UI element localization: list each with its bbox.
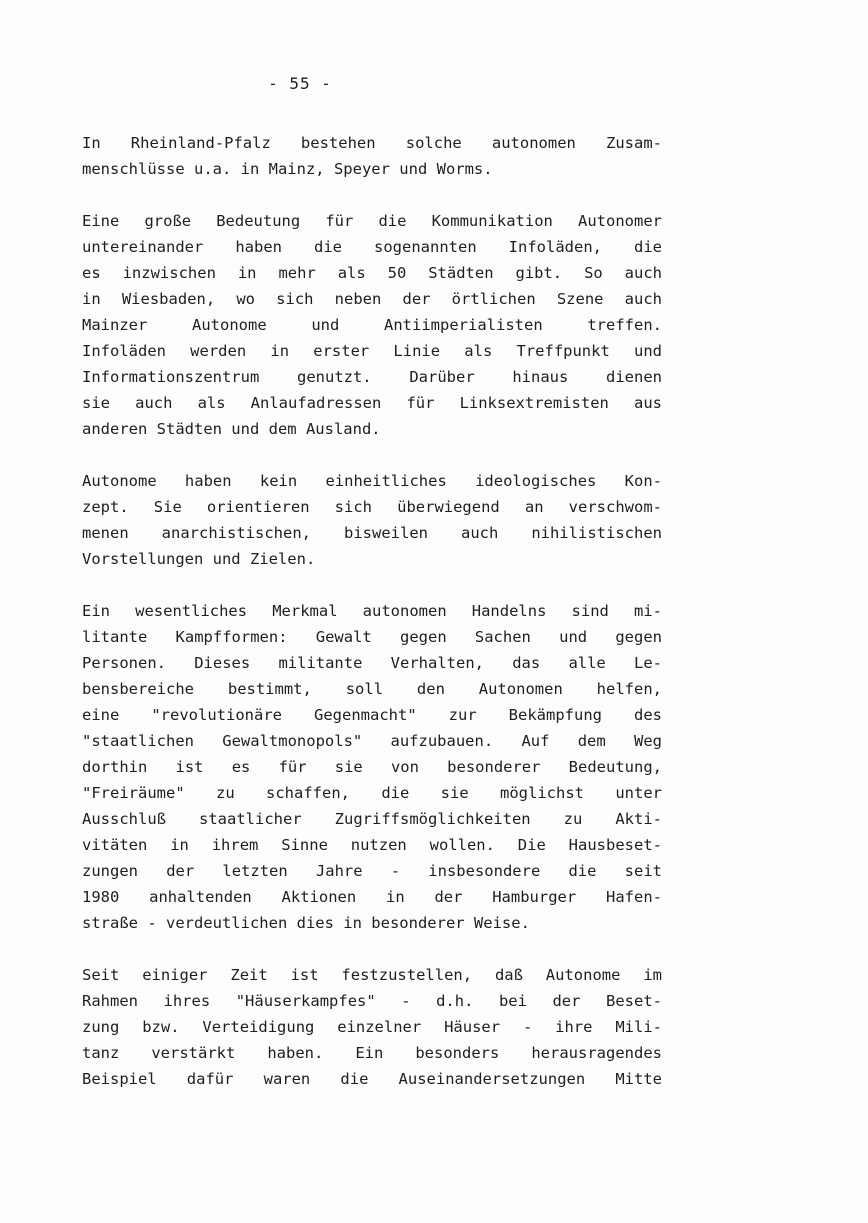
text-line: Infoläden werden in erster Linie als Treffpunkt und	[82, 342, 662, 360]
text-line: litante Kampfformen: Gewalt gegen Sachen und gegen	[82, 628, 662, 646]
document-body	[82, 130, 662, 1118]
paragraph	[82, 468, 662, 572]
text-line: zept. Sie orientieren sich überwiegend an verschwom-	[82, 498, 662, 516]
text-line: Rahmen ihres "Häuserkampfes" - d.h. bei der Beset-	[82, 992, 662, 1010]
text-line: zung bzw. Verteidigung einzelner Häuser - ihre Mili-	[82, 1018, 662, 1036]
text-line: Eine große Bedeutung für die Kommunikation Autonomer	[82, 212, 662, 230]
text-line: Mainzer Autonome und Antiimperialisten treffen.	[82, 316, 662, 334]
text-line: Autonome haben kein einheitliches ideologisches Kon-	[82, 472, 662, 490]
text-line: "staatlichen Gewaltmonopols" aufzubauen. Auf dem Weg	[82, 732, 662, 750]
text-line: menschlüsse u.a. in Mainz, Speyer und Worms.	[82, 160, 493, 178]
text-line: Ausschluß staatlicher Zugriffsmöglichkeiten zu Akti-	[82, 810, 662, 828]
text-line: Beispiel dafür waren die Auseinandersetzungen Mitte	[82, 1070, 662, 1088]
text-line: Ein wesentliches Merkmal autonomen Handelns sind mi-	[82, 602, 662, 620]
text-line: anderen Städten und dem Ausland.	[82, 420, 381, 438]
text-line: zungen der letzten Jahre - insbesondere die seit	[82, 862, 662, 880]
text-line: straße - verdeutlichen dies in besonderer Weise.	[82, 914, 530, 932]
page-number: - 55 -	[268, 74, 332, 93]
paragraph	[82, 208, 662, 442]
paragraph	[82, 130, 662, 182]
text-line: tanz verstärkt haben. Ein besonders herausragendes	[82, 1044, 662, 1062]
text-line: Informationszentrum genutzt. Darüber hinaus dienen	[82, 368, 662, 386]
text-line: Seit einiger Zeit ist festzustellen, daß Autonome im	[82, 966, 662, 984]
text-line: Vorstellungen und Zielen.	[82, 550, 316, 568]
text-line: 1980 anhaltenden Aktionen in der Hamburger Hafen-	[82, 888, 662, 906]
text-line: in Wiesbaden, wo sich neben der örtlichen Szene auch	[82, 290, 662, 308]
text-line: bensbereiche bestimmt, soll den Autonomen helfen,	[82, 680, 662, 698]
text-line: es inzwischen in mehr als 50 Städten gibt. So auch	[82, 264, 662, 282]
paragraph	[82, 598, 662, 936]
text-line: "Freiräume" zu schaffen, die sie möglichst unter	[82, 784, 662, 802]
text-line: vitäten in ihrem Sinne nutzen wollen. Die Hausbeset-	[82, 836, 662, 854]
text-line: untereinander haben die sogenannten Infoläden, die	[82, 238, 662, 256]
text-line: In Rheinland-Pfalz bestehen solche autonomen Zusam-	[82, 134, 662, 152]
text-line: dorthin ist es für sie von besonderer Bedeutung,	[82, 758, 662, 776]
text-line: Personen. Dieses militante Verhalten, das alle Le-	[82, 654, 662, 672]
text-line: eine "revolutionäre Gegenmacht" zur Bekämpfung des	[82, 706, 662, 724]
paragraph	[82, 962, 662, 1092]
text-line: menen anarchistischen, bisweilen auch nihilistischen	[82, 524, 662, 542]
text-line: sie auch als Anlaufadressen für Linksextremisten aus	[82, 394, 662, 412]
